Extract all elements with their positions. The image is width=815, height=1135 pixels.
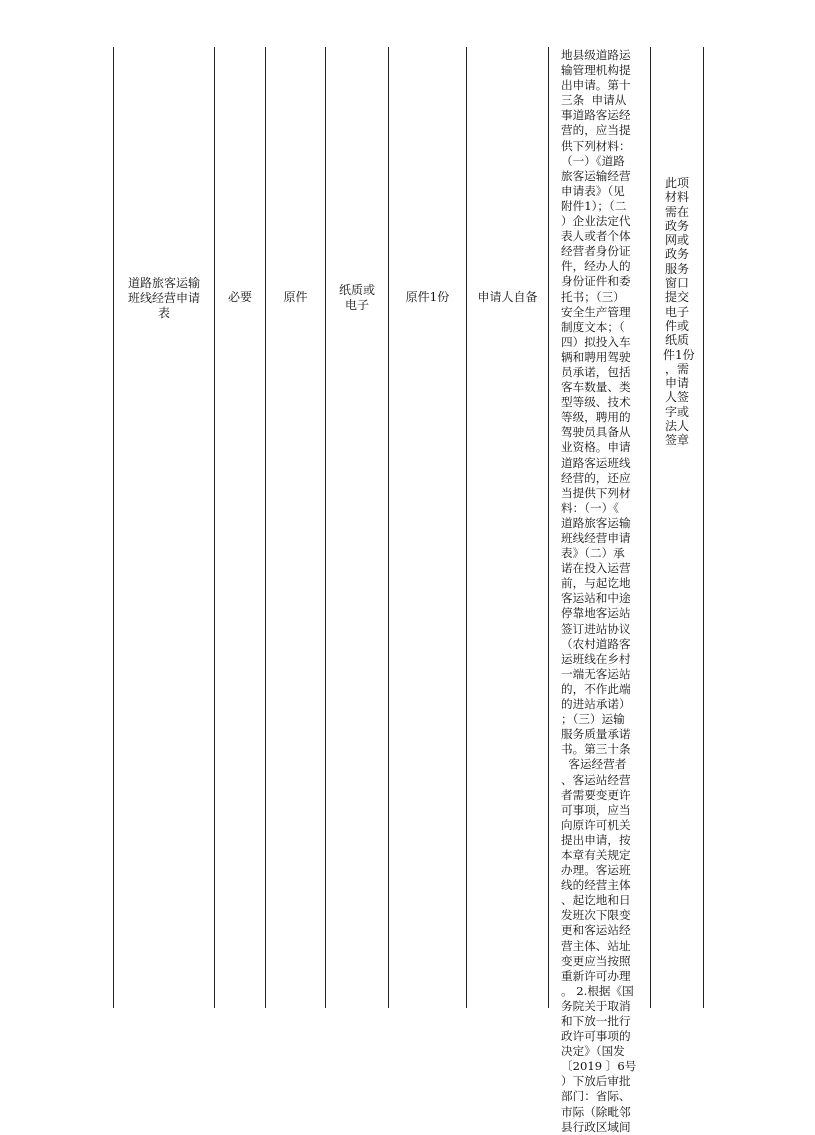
- copies-cell: 原件1份: [405, 290, 450, 304]
- form-cell: 原件: [283, 290, 308, 304]
- legal-basis-cell: 地县级道路运 输管理机构提 出申请。第十 三条 申请从 事道路客运经 营的，应当提 供下列材料： （一）《道路 旅客运输经营 申请表》（见 附件1）；（二 ）企业法定代 表人或者个体 经营者身份证 件，经办人的 身份证件和委 托书；（三） 安全生产管理 制度文本；（ 四）拟投入车 辆和聘用驾驶 员承诺，包括 客车数量、类 型等级、技术 等级，聘用的 驾驶员具备从 业资格。申请 道路客运班线 经营的，还应 当提供下列材 料：（一）《 道路旅客运输 班线经营申请 表》（二）承 诺在投入运营 前，与起讫地 客运站和中途 停靠地客运站 签订进站协议 （农村道路客 运班线在乡村 一端无客运站 的，不作此端 的进站承诺） ；（三）运输 服务质量承诺 书。第三十条 客运经营者 、客运站经营 者需要变更许 可事项，应当 向原许可机关 提出申请，按 本章有关规定 办理。客运班 线的经营主体 、起讫地和日 发班次下限变 更和客运站经 营主体、站址 变更应当按照 重新许可办理 。 2.根据《国 务院关于取消 和下放一批行 政许可事项的 决定》（国发 〔2019 〕6号 ）下放后审批 部门：省际、 市际（除毗邻 县行政区域间: [561, 48, 637, 1134]
- table-border-1: [113, 47, 114, 1008]
- table-border-7: [548, 47, 549, 1008]
- table-border-5: [388, 47, 389, 1008]
- source-cell: 申请人自备: [477, 290, 538, 304]
- table-border-4: [325, 47, 326, 1008]
- table-border-2: [214, 47, 215, 1008]
- note-cell: 此项 材料 需在 政务 网或 政务 服务 窗口 提交 电子 件或 纸质 件1份 ，需 申请 人签 字或 法人 签章: [663, 176, 695, 448]
- table-border-3: [265, 47, 266, 1008]
- medium-cell: 纸质或 电子: [338, 283, 375, 312]
- table-border-9: [703, 47, 704, 1008]
- table-border-6: [466, 47, 467, 1008]
- table-border-8: [650, 47, 651, 1008]
- requirement-cell: 必要: [227, 290, 252, 304]
- material-name-cell: 道路旅客运输 班线经营申请 表: [127, 276, 200, 320]
